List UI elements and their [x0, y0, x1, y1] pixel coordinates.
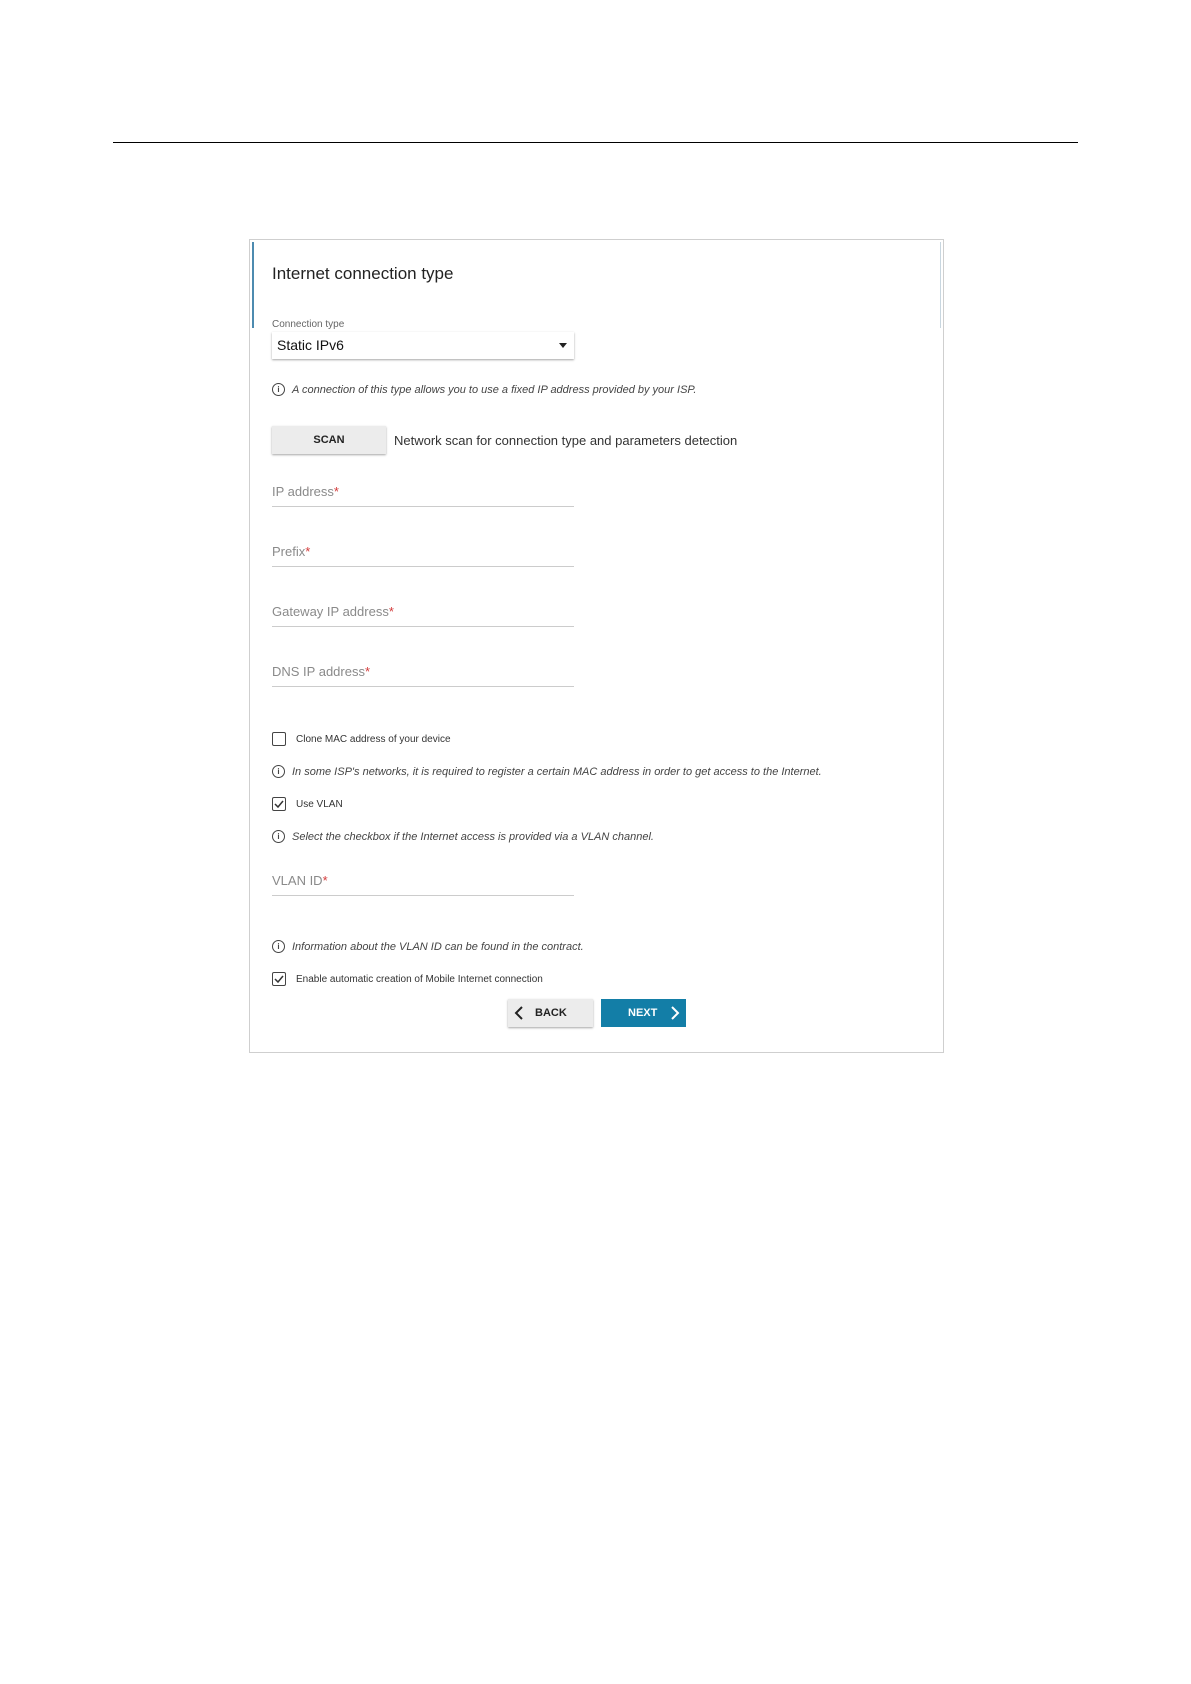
info-vlan	[272, 830, 654, 843]
info-icon: i	[272, 765, 285, 778]
scan-button[interactable]: SCAN	[272, 426, 386, 454]
next-button[interactable]	[601, 999, 686, 1027]
chevron-left-icon	[514, 1006, 524, 1020]
panel-title: Internet connection type	[272, 264, 454, 283]
gateway-ip-label: Gateway IP address*	[272, 604, 394, 619]
use-vlan-row	[272, 797, 343, 811]
header-rule	[113, 142, 1078, 143]
clone-mac-label: Clone MAC address of your device	[296, 733, 451, 745]
connection-type-label: Connection type	[272, 319, 345, 330]
mobile-auto-checkbox[interactable]	[272, 972, 286, 986]
scan-description: Network scan for connection type and parameters detection	[394, 433, 738, 448]
info-vlan-text: Select the checkbox if the Internet access is provided via a VLAN channel.	[292, 830, 654, 843]
info-vlan-id	[272, 940, 584, 953]
dns-ip-label: DNS IP address*	[272, 664, 371, 679]
ip-address-label: IP address*	[272, 484, 339, 499]
next-button-label: NEXT	[628, 1007, 658, 1019]
panel-scrollbar	[940, 242, 941, 328]
info-icon: i	[272, 383, 285, 396]
info-icon: i	[272, 940, 285, 953]
gateway-ip-field[interactable]	[272, 598, 574, 627]
back-button[interactable]	[508, 999, 593, 1027]
vlan-id-field[interactable]	[272, 867, 574, 896]
ip-address-field[interactable]	[272, 478, 574, 507]
connection-type-select[interactable]	[272, 332, 574, 359]
info-fixed-ip	[272, 383, 696, 396]
mobile-auto-row	[272, 972, 543, 986]
clone-mac-checkbox[interactable]	[272, 732, 286, 746]
prefix-field[interactable]	[272, 538, 574, 567]
use-vlan-label: Use VLAN	[296, 798, 343, 810]
panel-accent-bar	[252, 242, 254, 328]
clone-mac-row	[272, 732, 451, 746]
vlan-id-label: VLAN ID*	[272, 873, 328, 888]
prefix-label: Prefix*	[272, 544, 311, 559]
check-icon	[274, 975, 284, 983]
info-icon: i	[272, 830, 285, 843]
mobile-auto-label: Enable automatic creation of Mobile Internet connection	[296, 973, 543, 985]
check-icon	[274, 800, 284, 808]
info-vlan-id-text: Information about the VLAN ID can be found in the contract.	[292, 940, 584, 953]
info-mac-text: In some ISP's networks, it is required to register a certain MAC address in order to get access to the Internet.	[292, 765, 822, 778]
caret-down-icon	[559, 343, 567, 348]
internet-connection-panel	[249, 239, 944, 1053]
info-fixed-ip-text: A connection of this type allows you to use a fixed IP address provided by your ISP.	[292, 383, 697, 396]
info-mac	[272, 765, 822, 778]
use-vlan-checkbox[interactable]	[272, 797, 286, 811]
back-button-label: BACK	[535, 1007, 567, 1019]
connection-type-value: Static IPv6	[277, 337, 344, 353]
chevron-right-icon	[670, 1006, 680, 1020]
dns-ip-field[interactable]	[272, 658, 574, 687]
